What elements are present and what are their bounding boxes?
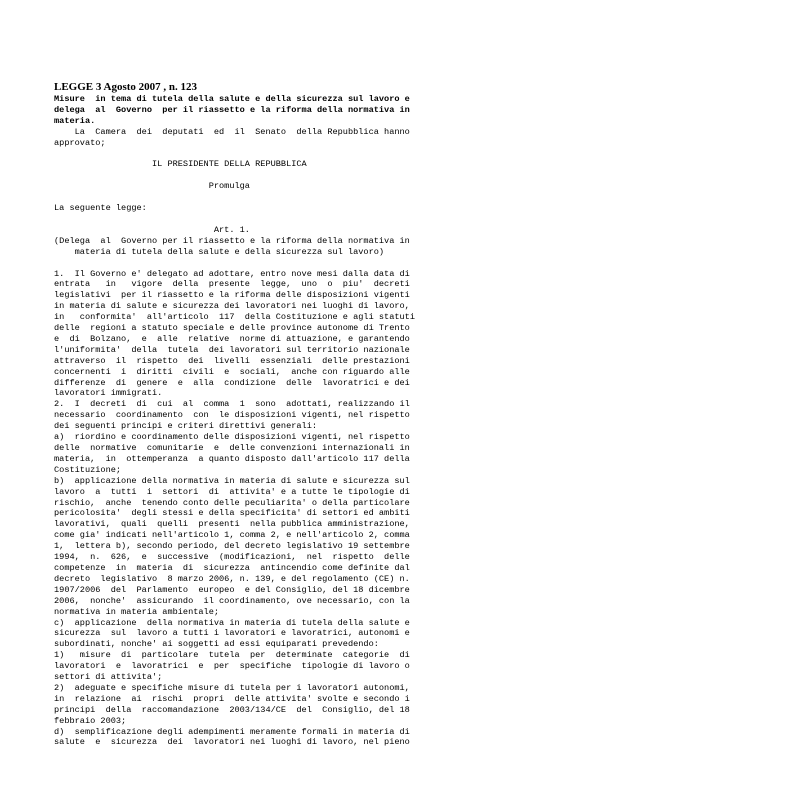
document-page xyxy=(54,81,454,748)
law-title: LEGGE 3 Agosto 2007 , n. 123 xyxy=(54,81,198,93)
law-body-text: La Camera dei deputati ed il Senato della Repubblica hanno approvato; IL PRESIDENTE DELLA REPUBBLICA Promulga La seguente legge: Art. 1. (Delega al Governo per il riassetto e la riforma della normativa in materia di tutela della salute e della sicurezza sul lavoro) 1. Il Governo e' delegato ad adottare, entro nove mesi dalla data di entrata in vigore della presente legge, uno o piu' decreti legislativi per il riassetto e la riforma delle disposizioni vigenti in materia di salute e sicurezza dei lavoratori nei luoghi di lavoro, in conformita' all'articolo 117 della Costituzione e agli statuti delle regioni a statuto speciale e delle province autonome di Trento e di Bolzano, e alle relative norme di attuazione, e garantendo l'uniformita' della tutela dei lavoratori sul territorio nazionale attraverso il rispetto dei livelli essenziali delle prestazioni concernenti i diritti civili e sociali, anche con riguardo alle differenze di genere e alla condizione delle lavoratrici e dei lavoratori immigrati. 2. I decreti di cui al comma 1 sono adottati, realizzando il necessario coordinamento con le disposizioni vigenti, nel rispetto dei seguenti principi e criteri direttivi generali: a) riordino e coordinamento delle disposizioni vigenti, nel rispetto delle normative comunitarie e delle convenzioni internazionali in materia, in ottemperanza a quanto disposto dall'articolo 117 della Costituzione; b) applicazione della normativa in materia di salute e sicurezza sul lavoro a tutti i settori di attivita' e a tutte le tipologie di rischio, anche tenendo conto delle peculiarita' o della particolare pericolosita' degli stessi e della specificita' di settori ed ambiti lavorativi, quali quelli presenti nella pubblica amministrazione, come gia' indicati nell'articolo 1, comma 2, e nell'articolo 2, comma 1, lettera b), secondo periodo, del decreto legislativo 19 settembre 1994, n. 626, e successive (modificazioni, nel rispetto delle competenze in materia di sicurezza antincendio come definite dal decreto legislativo 8 marzo 2006, n. 139, e del regolamento (CE) n. 1907/2006 del Parlamento europeo e del Consiglio, del 18 dicembre 2006, nonche' assicurando il coordinamento, ove necessario, con la normativa in materia ambientale; c) applicazione della normativa in materia di tutela della salute e sicurezza sul lavoro a tutti i lavoratori e lavoratrici, autonomi e subordinati, nonche' ai soggetti ad essi equiparati prevedendo: 1) misure di particolare tutela per determinate categorie di lavoratori e lavoratrici e per specifiche tipologie di lavoro o settori di attivita'; 2) adeguate e specifiche misure di tutela per i lavoratori autonomi, in relazione ai rischi propri delle attivita' svolte e secondo i principi della raccomandazione 2003/134/CE del Consiglio, del 18 febbraio 2003; d) semplificazione degli adempimenti meramente formali in materia di salute e sicurezza dei lavoratori nei luoghi di lavoro, nel pieno xyxy=(54,126,415,748)
law-subtitle: Misure in tema di tutela della salute e della sicurezza sul lavoro e delega al Governo per il riassetto e la riforma della normativa in materia. xyxy=(54,94,410,126)
